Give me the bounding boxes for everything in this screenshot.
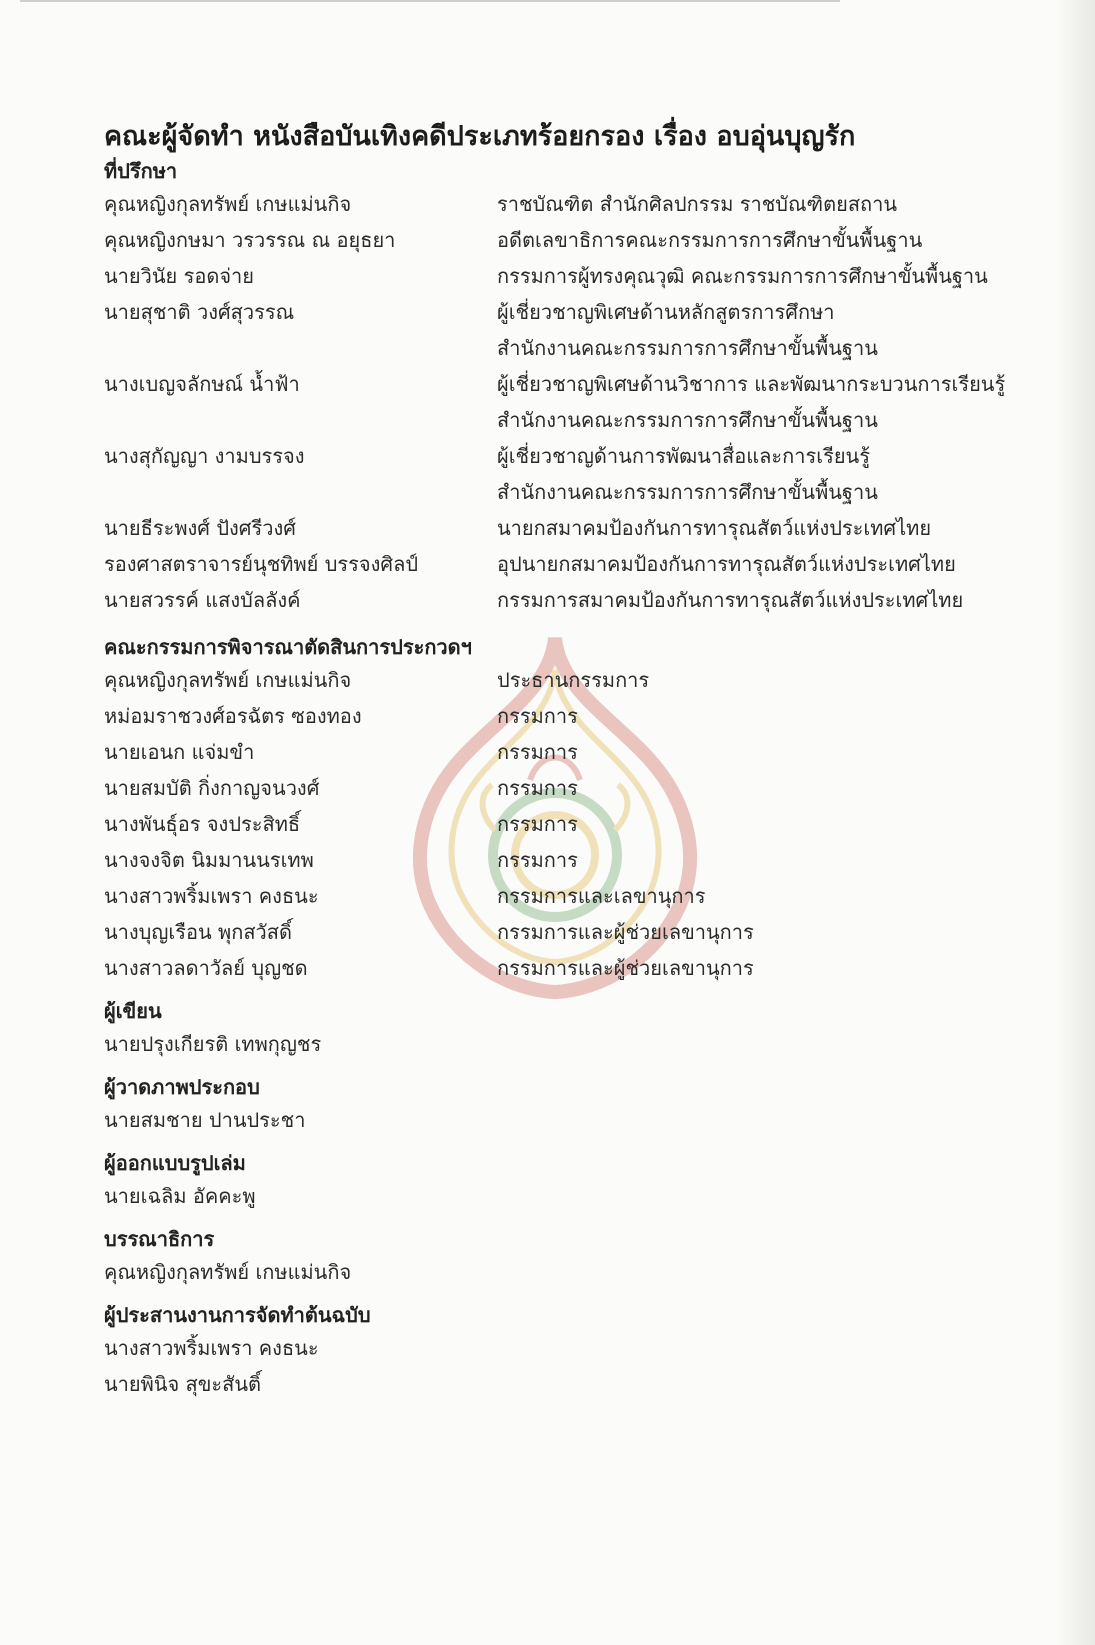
page-edge-shadow — [1055, 0, 1095, 1645]
committee-role: กรรมการและเลขานุการ — [497, 884, 706, 908]
illustrator-heading: ผู้วาดภาพประกอบ — [104, 1075, 260, 1099]
advisor-role-line: ผู้เชี่ยวชาญพิเศษด้านหลักสูตรการศึกษา — [497, 300, 835, 324]
committee-role: กรรมการ — [497, 740, 578, 764]
committee-row — [104, 806, 1034, 842]
advisor-role — [497, 366, 1034, 438]
advisor-role-line: อดีตเลขาธิการคณะกรรมการการศึกษาขั้นพื้นฐาน — [497, 228, 923, 252]
committee-name: คุณหญิงกุลทรัพย์ เกษแม่นกิจ — [104, 668, 352, 692]
committee-name: นายเอนก แจ่มขำ — [104, 740, 255, 764]
committee-list — [104, 662, 1034, 986]
advisor-role-line: สำนักงานคณะกรรมการการศึกษาขั้นพื้นฐาน — [497, 336, 878, 360]
advisors-heading: ที่ปรึกษา — [104, 159, 178, 183]
advisor-role — [497, 582, 1034, 618]
editor-heading: บรรณาธิการ — [104, 1227, 215, 1251]
advisor-role-line: กรรมการสมาคมป้องกันการทารุณสัตว์แห่งประเทศไทย — [497, 588, 964, 612]
advisor-name: นายสุชาติ วงศ์สุวรรณ — [104, 300, 295, 324]
advisor-role-line: สำนักงานคณะกรรมการการศึกษาขั้นพื้นฐาน — [497, 480, 878, 504]
advisor-name: คุณหญิงกุลทรัพย์ เกษแม่นกิจ — [104, 192, 352, 216]
advisor-role — [497, 438, 1034, 510]
writer-name: นายปรุงเกียรติ เทพกุญชร — [104, 1032, 322, 1056]
advisor-row — [104, 222, 1034, 258]
advisor-role — [497, 294, 1034, 366]
advisor-role-line: ผู้เชี่ยวชาญด้านการพัฒนาสื่อและการเรียนรู้ — [497, 444, 870, 468]
advisor-row — [104, 294, 1034, 366]
committee-row — [104, 842, 1034, 878]
committee-heading: คณะกรรมการพิจารณาตัดสินการประกวดฯ — [104, 635, 472, 659]
advisor-row — [104, 438, 1034, 510]
coordinator-heading: ผู้ประสานงานการจัดทำต้นฉบับ — [104, 1303, 371, 1327]
committee-role: กรรมการและผู้ช่วยเลขานุการ — [497, 956, 754, 980]
coordinator-name: นางสาวพริ้มเพรา คงธนะ — [104, 1336, 319, 1360]
advisor-role-line: ผู้เชี่ยวชาญพิเศษด้านวิชาการ และพัฒนากระบวนการเรียนรู้ — [497, 372, 1006, 396]
advisor-row — [104, 258, 1034, 294]
advisor-role — [497, 510, 1034, 546]
committee-name: นางจงจิต นิมมานนรเทพ — [104, 848, 314, 872]
credits-content — [104, 118, 1034, 1402]
committee-name: นางบุญเรือน พุกสวัสดิ์ — [104, 920, 292, 944]
advisor-role-line: อุปนายกสมาคมป้องกันการทารุณสัตว์แห่งประเทศไทย — [497, 552, 956, 576]
committee-role: กรรมการ — [497, 848, 578, 872]
coordinator-name: นายพินิจ สุขะสันติ์ — [104, 1372, 262, 1396]
committee-name: นายสมบัติ กิ่งกาญจนวงศ์ — [104, 776, 320, 800]
designer-heading: ผู้ออกแบบรูปเล่ม — [104, 1151, 246, 1175]
advisor-row — [104, 366, 1034, 438]
committee-name: นางสาวพริ้มเพรา คงธนะ — [104, 884, 319, 908]
scan-top-line — [20, 0, 840, 2]
advisor-row — [104, 510, 1034, 546]
advisor-role-line: ราชบัณฑิต สำนักศิลปกรรม ราชบัณฑิตยสถาน — [497, 192, 898, 216]
committee-role: ประธานกรรมการ — [497, 668, 650, 692]
advisor-role — [497, 258, 1034, 294]
committee-role: กรรมการ — [497, 704, 578, 728]
committee-row — [104, 770, 1034, 806]
advisors-list — [104, 186, 1034, 618]
advisor-name: นางสุกัญญา งามบรรจง — [104, 444, 305, 468]
committee-row — [104, 950, 1034, 986]
advisor-role — [497, 222, 1034, 258]
advisor-name: นางเบญจลักษณ์ น้ำฟ้า — [104, 372, 300, 396]
committee-row — [104, 662, 1034, 698]
advisor-name: นายธีระพงศ์ ปังศรีวงศ์ — [104, 516, 296, 540]
committee-row — [104, 698, 1034, 734]
advisor-role-line: นายกสมาคมป้องกันการทารุณสัตว์แห่งประเทศไทย — [497, 516, 932, 540]
committee-row — [104, 914, 1034, 950]
committee-row — [104, 878, 1034, 914]
committee-name: หม่อมราชวงศ์อรฉัตร ซองทอง — [104, 704, 362, 728]
advisor-name: คุณหญิงกษมา วรวรรณ ณ อยุธยา — [104, 228, 396, 252]
committee-role: กรรมการ — [497, 812, 578, 836]
advisor-role-line: กรรมการผู้ทรงคุณวุฒิ คณะกรรมการการศึกษาขั้นพื้นฐาน — [497, 264, 988, 288]
advisor-row — [104, 582, 1034, 618]
writer-heading: ผู้เขียน — [104, 999, 162, 1023]
designer-name: นายเฉลิม อัคคะพู — [104, 1184, 256, 1208]
advisor-role — [497, 186, 1034, 222]
advisor-role-line: สำนักงานคณะกรรมการการศึกษาขั้นพื้นฐาน — [497, 408, 878, 432]
advisor-name: รองศาสตราจารย์นุชทิพย์ บรรจงศิลป์ — [104, 552, 419, 576]
committee-role: กรรมการและผู้ช่วยเลขานุการ — [497, 920, 754, 944]
advisor-role — [497, 546, 1034, 582]
advisor-row — [104, 186, 1034, 222]
committee-name: นางพันธุ์อร จงประสิทธิ์ — [104, 812, 301, 836]
advisor-name: นายวินัย รอดจ่าย — [104, 264, 255, 288]
advisor-row — [104, 546, 1034, 582]
committee-name: นางสาวลดาวัลย์ บุญชด — [104, 956, 308, 980]
editor-name: คุณหญิงกุลทรัพย์ เกษแม่นกิจ — [104, 1260, 352, 1284]
illustrator-name: นายสมชาย ปานประชา — [104, 1108, 306, 1132]
page-title: คณะผู้จัดทำ หนังสือบันเทิงคดีประเภทร้อยกรอง เรื่อง อบอุ่นบุญรัก — [104, 121, 856, 152]
committee-role: กรรมการ — [497, 776, 578, 800]
advisor-name: นายสวรรค์ แสงบัลลังค์ — [104, 588, 301, 612]
committee-row — [104, 734, 1034, 770]
